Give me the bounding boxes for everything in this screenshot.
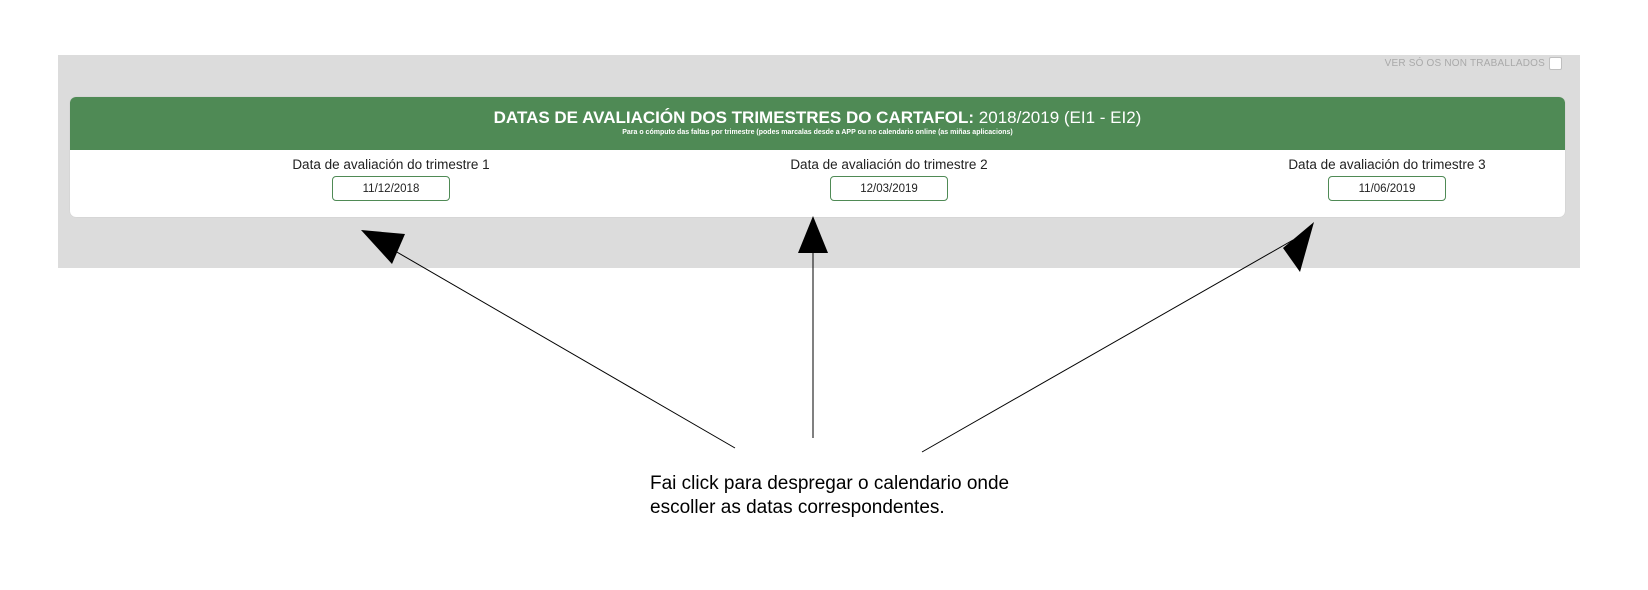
arrow-line-left bbox=[383, 244, 735, 448]
trimester-2-column bbox=[739, 157, 1039, 201]
trimester-3-column bbox=[1237, 157, 1537, 201]
arrow-line-right bbox=[922, 240, 1293, 452]
filter-row bbox=[1385, 57, 1562, 70]
trimester-1-label: Data de avaliación do trimestre 1 bbox=[292, 157, 490, 172]
panel-body bbox=[70, 150, 1565, 217]
trimester-2-label: Data de avaliación do trimestre 2 bbox=[790, 157, 988, 172]
annotation-caption bbox=[650, 472, 1009, 520]
filter-label: VER SÓ OS NON TRABALLADOS bbox=[1384, 58, 1545, 69]
trimester-1-date-input[interactable] bbox=[332, 176, 450, 201]
trimester-2-date-input[interactable] bbox=[830, 176, 948, 201]
panel-subtitle: Para o cómputo das faltas por trimestre (podes marcalas desde a APP ou no calendario online (as miñas aplicacions) bbox=[622, 129, 1013, 136]
show-untreated-checkbox[interactable] bbox=[1549, 57, 1562, 70]
annotation-caption-line-1: Fai click para despregar o calendario onde bbox=[650, 473, 1010, 494]
evaluation-dates-panel bbox=[70, 97, 1565, 217]
app-screenshot-region bbox=[58, 55, 1580, 268]
trimester-3-date-input[interactable] bbox=[1328, 176, 1446, 201]
panel-header bbox=[70, 97, 1565, 150]
panel-title bbox=[70, 97, 1565, 128]
annotation-caption-line-2: escoller as datas correspondentes. bbox=[650, 497, 945, 518]
panel-title-rest: 2018/2019 (EI1 - EI2) bbox=[974, 108, 1142, 127]
trimester-1-column bbox=[241, 157, 541, 201]
trimester-3-label: Data de avaliación do trimestre 3 bbox=[1288, 157, 1486, 172]
panel-title-bold: DATAS DE AVALIACIÓN DOS TRIMESTRES DO CARTAFOL: bbox=[493, 108, 975, 127]
